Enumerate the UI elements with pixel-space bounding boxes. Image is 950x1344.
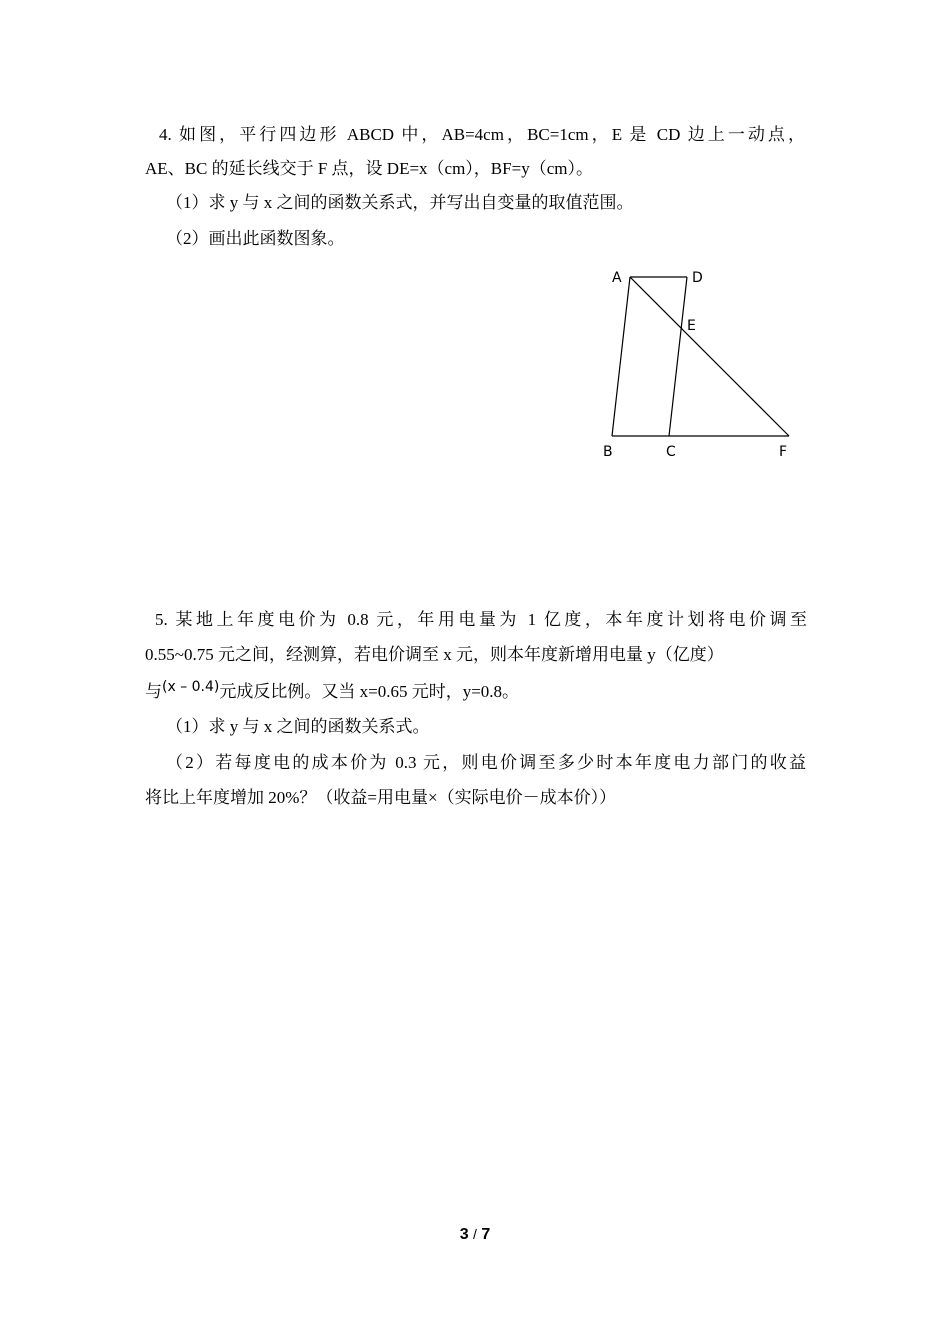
problem5-line3-suffix: 元成反比例。又当 x=0.65 元时，y=0.8。 (219, 682, 520, 701)
problem5-question2-line2: 将比上年度增加 20%？（收益=用电量×（实际电价－成本价）） (145, 788, 617, 807)
label-B: B (603, 444, 613, 460)
problem5-line3-prefix: 与 (145, 682, 162, 701)
problem4-line2: AE、BC 的延长线交于 F 点，设 DE=x（cm），BF=y（cm）。 (145, 159, 593, 178)
label-F: F (779, 444, 788, 460)
segment-AF (630, 277, 789, 436)
label-C: C (666, 444, 676, 460)
problem4-line1: 4. 如图，平行四边形 ABCD 中，AB=4cm，BC=1cm，E 是 CD 边上一动点， (159, 125, 805, 144)
inline-formula: (x – 0.4) (162, 679, 220, 695)
problem5-question1: （1）求 y 与 x 之间的函数关系式。 (166, 717, 430, 736)
problem5-line2: 0.55~0.75 元之间，经测算，若电价调至 x 元，则本年度新增用电量 y（亿度） (145, 645, 724, 664)
label-E: E (687, 318, 696, 334)
page-separator: / (473, 1226, 477, 1242)
problem4-question2: （2）画出此函数图象。 (166, 229, 345, 248)
page-number (0, 1226, 950, 1244)
label-D: D (692, 270, 703, 286)
problem5-line3 (145, 680, 519, 705)
problem5-question2-line1: （2）若每度电的成本价为 0.3 元，则电价调至多少时本年度电力部门的收益 (166, 753, 806, 772)
problem5-line1: 5. 某地上年度电价为 0.8 元，年用电量为 1 亿度，本年度计划将电价调至 (155, 610, 807, 629)
problem4-question1: （1）求 y 与 x 之间的函数关系式，并写出自变量的取值范围。 (166, 193, 634, 212)
segment-DC (669, 277, 687, 436)
parallelogram-figure (595, 262, 805, 467)
label-A: A (612, 270, 622, 286)
total-pages: 7 (481, 1226, 491, 1243)
current-page: 3 (459, 1226, 469, 1243)
segment-AB (612, 277, 630, 436)
